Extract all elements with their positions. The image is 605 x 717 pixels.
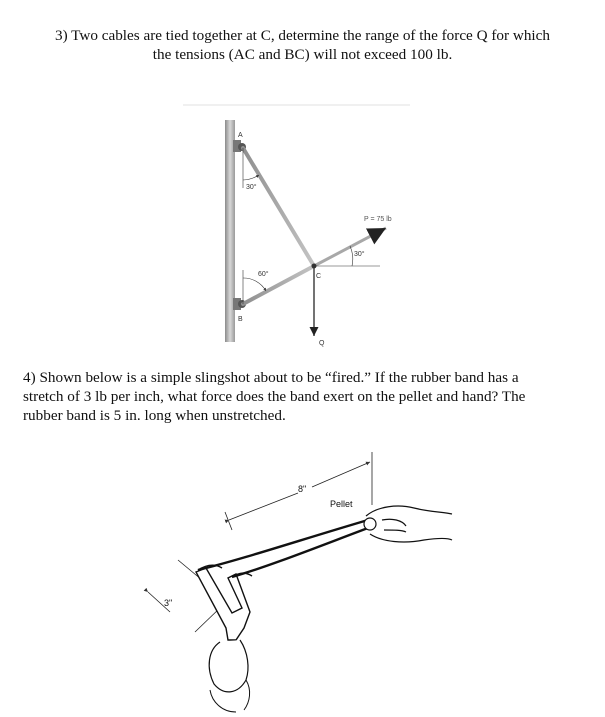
cable-bc <box>243 266 314 304</box>
rubber-band-lower <box>232 528 368 577</box>
dim-line-8-a <box>229 493 298 520</box>
cable-ac <box>243 148 314 266</box>
pellet <box>364 518 376 530</box>
problem-4-text <box>23 368 588 425</box>
pellet-label: Pellet <box>330 499 353 509</box>
angle-arc-p <box>350 246 353 266</box>
slingshot-figure <box>148 452 452 712</box>
dim-label-3: 3" <box>164 598 173 608</box>
force-p-arrow <box>314 228 386 266</box>
angle-label-a: 30° <box>246 184 257 191</box>
problem-4-line-2: stretch of 3 lb per inch, what force does the band exert on the pellet and hand? The <box>23 388 526 405</box>
dim-ext-8-left <box>225 512 232 530</box>
problem-4-line-3: rubber band is 5 in. long when unstretched. <box>23 407 286 424</box>
slingshot-frame <box>196 568 250 640</box>
angle-arc-a <box>243 175 259 180</box>
angle-label-p: 30° <box>354 251 365 258</box>
label-b: B <box>238 316 243 323</box>
problem-3-line-1: 3) Two cables are tied together at C, determine the range of the force Q for which <box>54 27 550 44</box>
slingshot-grip <box>209 640 248 692</box>
dim-label-8: 8" <box>298 484 307 494</box>
problem-4-line-1: 4) Shown below is a simple slingshot about to be “fired.” If the rubber band has a <box>23 369 519 386</box>
problem-3-line-2: the tensions (AC and BC) will not exceed 100 lb. <box>152 46 453 63</box>
angle-label-b: 60° <box>258 271 269 278</box>
force-p-label: P = 75 lb <box>364 216 392 223</box>
label-q: Q <box>319 340 325 347</box>
label-a: A <box>238 132 243 139</box>
angle-arc-b <box>243 278 266 291</box>
dim-line-8-b <box>312 462 370 487</box>
rubber-band-upper <box>198 520 368 570</box>
label-c: C <box>316 273 322 280</box>
cable-figure <box>225 120 392 347</box>
pulling-hand <box>366 506 452 542</box>
